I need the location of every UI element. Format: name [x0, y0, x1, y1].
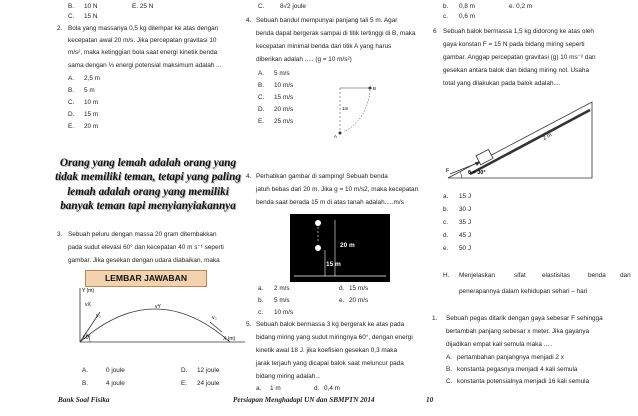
answer-option: a. 1 m: [256, 385, 281, 392]
v0-label: v₀: [96, 313, 101, 319]
option-e: e. 0,2 m: [509, 3, 533, 10]
free-fall-diagram: [290, 214, 390, 282]
question-text: gaya konstan F = 15 N pada bidang miring seperti: [443, 41, 585, 48]
answer-option: b. 5 m/s: [258, 297, 290, 304]
answer-option: E. 25 m/s: [258, 118, 294, 125]
answer-option: a. 15 J: [443, 193, 472, 200]
force-label: F: [446, 168, 450, 174]
ball-middle: [315, 245, 321, 251]
question-number: 4.: [246, 173, 252, 180]
answer-option: a. 2 m/s: [258, 285, 290, 292]
angle-label: 60°: [83, 335, 91, 341]
question-text: gambar. Jika gesekan dengan udara diabaikan, maka: [68, 257, 220, 264]
question-text: bertambah panjang sebesar x meter. Jika gayanya: [446, 328, 590, 335]
option-c: C. 8√2 joule: [258, 3, 306, 10]
section-heading-word: benda: [588, 272, 606, 279]
section-label: H.: [443, 272, 450, 279]
answer-option: C. 15 m/s: [258, 94, 294, 101]
question-text: m/s², maka ketinggian bola saat energi kinetik benda: [68, 49, 218, 56]
question-text: benda saat berada 15 m di atas tanah adalah.....m/s: [256, 199, 404, 206]
motivational-quote: Orang yang lemah adalah orang yang tidak memiliki teman, tetapi yang paling lemah adalah orang yang memiliki banyak teman tapi menyianyiakannya: [55, 157, 241, 212]
question-number: 5.: [246, 321, 252, 328]
page-number: 10: [426, 396, 434, 404]
answer-option: B. 10 m/s: [258, 82, 294, 89]
section-heading: penerapannya dalam kehidupan sehari – hari: [459, 288, 588, 295]
answer-option: A. 0 joule: [82, 367, 125, 374]
question-text: bidang miring yang sudut miringnya 60°, dengan energi: [256, 334, 413, 341]
vy-label: vY: [155, 304, 161, 310]
question-text: kecepatan awal 20 m/s. Jika percepatan gravitasi 10: [68, 37, 217, 44]
option-b: b. 0,8 m: [443, 3, 475, 10]
answer-option: D. 15 m: [68, 111, 99, 118]
pendulum-diagram: [310, 78, 390, 140]
point-a-marker: [339, 132, 342, 135]
question-text: Sebuah bandul mempunyai panjang tali 5 m. Agar: [256, 17, 398, 24]
trajectory-curve: [80, 309, 230, 342]
question-text: Perhatikan gambar di samping! Sebuah benda: [256, 173, 388, 180]
question-text: kinetik awal 18 J. jika koefisien gesekan 0,3 maka: [256, 347, 398, 354]
answer-option: c. 35 J: [443, 219, 472, 226]
projectile-diagram: [60, 286, 250, 346]
incline-triangle: [448, 102, 592, 178]
question-number: 3.: [57, 231, 63, 238]
question-text: diberikan adalah ..... (g = 10 m/s²): [256, 56, 352, 63]
answer-option: A. 5 m/s: [258, 70, 290, 77]
ball-top: [315, 220, 321, 226]
question-text: dijadikan empat kali semula maka ... .: [446, 341, 553, 348]
question-number: 2.: [57, 25, 63, 32]
point-b-label: B: [373, 86, 377, 91]
section-heading-word: sifat: [514, 272, 526, 279]
height-20m-label: 20 m: [340, 242, 355, 249]
answer-option: E. 20 m: [68, 123, 99, 130]
question-text: bidang miring adalah...: [256, 373, 321, 380]
question-text: jarak terjauh yang dicapai balok saat meluncur pada: [256, 360, 404, 367]
answer-option: d. 15 m/s: [339, 285, 369, 292]
question-text: kecepatan minimal benda dari titik A yang harus: [256, 43, 392, 50]
question-text: Sebuah balok bermassa 3 kg bergerak ke atas pada: [256, 321, 405, 328]
footer-center: Persiapan Menghadapi UN dan SBMPTN 2014: [233, 396, 375, 404]
y-axis-label: Y (m): [82, 288, 95, 294]
answer-option: d. 0,4 m: [314, 385, 340, 392]
x-axis-label: X (m): [223, 336, 236, 342]
point-a-label: A: [334, 134, 338, 139]
vx-label: vX: [85, 302, 91, 308]
answer-option: A. 2,5 m: [68, 75, 100, 82]
question-number: 6: [433, 28, 437, 35]
answer-option: e. 50 J: [443, 245, 472, 252]
option-b: B. 10 N: [68, 3, 98, 10]
answer-option: b. 30 J: [443, 206, 472, 213]
answer-option: A. pertambahan panjangnya menjadi 2 x: [446, 354, 564, 361]
answer-option: c. 10 m/s: [258, 309, 294, 316]
question-text: benda dapat bergerak sampai di titik tertinggi di B, maka: [256, 30, 416, 37]
question-text: jatuh bebas dari 20 m. Jika g = 10 m/s2, maka kecepatan: [256, 186, 419, 193]
answer-option: E. 24 joule: [181, 380, 220, 387]
answer-option: B. konstanta pegasnya menjadi 4 kali semula: [446, 366, 578, 373]
question-number: 1.: [432, 315, 438, 322]
question-text: Bola yang massanya 0,5 kg dilempar ke atas dengan: [68, 25, 219, 32]
footer-left: Bank Soal Fisika: [58, 396, 110, 404]
option-e: E. 25 N: [132, 3, 154, 10]
option-c: c. 0,6 m: [443, 13, 475, 20]
option-c: C. 15 N: [68, 13, 98, 20]
v-label: v₀: [212, 315, 217, 321]
answer-option: B. 4 joule: [82, 380, 125, 387]
question-text: Sebuah balok bermassa 1,5 kg didorong ke atas oleh: [443, 28, 594, 35]
swing-path: [344, 90, 370, 132]
length-label: 1m: [342, 106, 349, 111]
question-text: Sebuah peluru dengan massa 20 gram ditembakkan: [68, 231, 217, 238]
section-heading-word: dan: [620, 272, 631, 279]
question-text: gambar. Anggap percepatan gravitasi (g) 10 ms⁻² dan: [443, 54, 596, 61]
answer-option: D. 12 joule: [181, 367, 220, 374]
answer-option: D. 20 m/s: [258, 106, 294, 113]
section-heading-word: elastisitas: [542, 272, 571, 279]
distance-label: 2 m: [542, 132, 554, 142]
answer-option: d. 45 J: [443, 232, 472, 239]
answer-option: C. konstanta potensialnya menjadi 16 kali semula: [446, 378, 590, 385]
question-number: 4.: [246, 17, 252, 24]
answer-option: B. 5 m: [68, 87, 95, 94]
answer-sheet-banner: LEMBAR JAWABAN: [85, 270, 207, 287]
question-text: pada sudut elevasi 60° dan kecepatan 40 m s⁻¹ seperti: [68, 244, 224, 251]
point-b-marker: [369, 87, 372, 90]
answer-option: e. 20 m/s: [339, 297, 369, 304]
angle-label: θ = 30°: [468, 170, 486, 176]
question-text: Sebuah pegas ditarik dengan gaya sebesar F sehingga: [446, 315, 603, 322]
answer-option: C. 10 m: [68, 99, 99, 106]
section-heading-word: Menjelaskan: [459, 272, 495, 279]
incline-diagram: [440, 96, 600, 184]
question-text: sama dengan ⅓ energi potensial maksimum adalah ...: [68, 62, 222, 69]
question-text: gesekan antara balok dan bidang miring nol. Usaha: [443, 67, 590, 74]
height-15m-label: 15 m: [326, 261, 341, 268]
question-text: total yang dilakukan pada balok adalah....: [443, 80, 561, 87]
